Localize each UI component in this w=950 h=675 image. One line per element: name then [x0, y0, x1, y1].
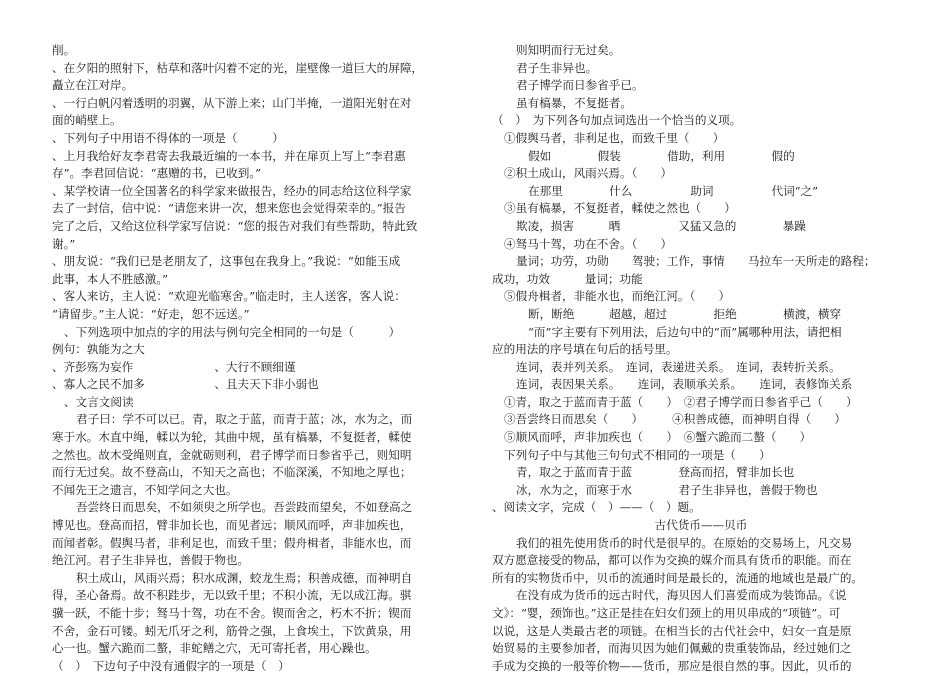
right-text-line: 下列句子中与其他三句句式不相同的一项是（ ）: [504, 447, 771, 462]
right-text-line: 以说，这是人类最古老的项链。在相当长的古代社会中，妇女一直是原: [492, 623, 852, 638]
left-text-line: 、下列句子中用语不得体的一项是（ ）: [52, 130, 284, 145]
right-text-line: 虽有槁暴，不复挺者。: [516, 95, 632, 110]
left-text-line: 、文言文阅读: [64, 394, 134, 409]
right-text-line: 所有的实物货币中，贝币的流通时间是最长的，流通的地域也是最广的。: [492, 570, 864, 585]
left-text-line: 得，圣心备焉。故不积跬步，无以致千里；不积小流，无以成江海。骐: [52, 588, 412, 603]
right-text-line: 则知明而行无过矣。: [516, 43, 621, 57]
left-text-line: 积土成山，风雨兴焉；积水成渊，蛟龙生焉；积善成德，而神明自: [76, 570, 413, 585]
right-text-line: 我们的祖先使用货币的时代是很早的。在原始的交易场上，凡交易: [516, 535, 853, 550]
left-text-line: 完了之后，又给这位科学家写信说：“您的报告对我们有些帮助，特此致: [52, 218, 418, 233]
left-text-line: 面的峭壁上。: [52, 113, 122, 128]
left-text-line: 矗立在江对岸。: [52, 78, 134, 93]
left-text-line: 、朋友说：“我们已是老朋友了，这事包在我身上。”我说：“如能玉成: [52, 254, 401, 269]
left-text-line: 、寡人之民不加多 、且夫天下非小弱也: [52, 377, 319, 392]
left-text-line: 、上月我给好友李君寄去我最近编的一本书，并在扉页上写上“李君惠: [52, 148, 406, 163]
left-text-line: 寒于水。木直中绳，輮以为轮，其曲中规，虽有槁暴，不复挺者，輮使: [52, 430, 412, 445]
right-text-line: ④驽马十驾，功在不舍。（ ）: [504, 236, 673, 251]
right-text-line: 古代货币——贝币: [654, 518, 748, 533]
right-text-line: 量词；功劳，功勋 驾驶；工作，事情 马拉车一天所走的路程；: [516, 254, 876, 269]
right-text-line: 欺凌，损害 晒 又猛又急的 暴躁: [516, 218, 806, 233]
left-text-line: 、客人来访，主人说：“欢迎光临寒舍。”临走时，主人送客，客人说：: [52, 289, 406, 304]
right-text-line: 君子生非异也。: [516, 60, 598, 75]
right-text-line: 在没有成为货币的远古时代，海贝因人们喜爱而成为装饰品。《说: [516, 588, 847, 603]
left-text-line: 不舍，金石可镂。蚓无爪牙之利，筋骨之强，上食埃土，下饮黄泉，用: [52, 623, 412, 638]
left-text-line: 此事，本人不胜感激。”: [52, 271, 169, 286]
left-text-line: 、一行白帆闪着透明的羽翼，从下游上来；山门半掩，一道阳光射在对: [52, 95, 412, 110]
left-text-line: 吾尝终日而思矣，不如须臾之所学也。吾尝跂而望矣，不如登高之: [76, 500, 413, 515]
left-text-line: （ ） 下边句子中没有通假字的一项是（ ）: [52, 658, 290, 673]
left-text-line: 君子曰：学不可以已。青，取之于蓝，而青于蓝；冰，水为之，而: [76, 412, 413, 427]
right-text-line: 手成为交换的一般等价物——货币，那应是很自然的事。因此，贝币的: [492, 658, 852, 673]
left-text-line: 存”。李君回信说：“惠赠的书，已收到。”: [52, 166, 262, 181]
right-text-line: 青，取之于蓝而青于蓝 登高而招，臂非加长也: [516, 465, 795, 480]
right-text-line: （ ） 为下列各句加点词选出一个恰当的义项。: [492, 113, 742, 128]
right-text-line: 始贸易的主要参加者，而海贝因为她们佩戴的贵重装饰品，经过她们之: [492, 641, 852, 656]
right-text-line: “而”字主要有下列用法，后边句中的“而”属哪种用法，请把相: [528, 324, 842, 339]
left-text-line: 心一也。蟹六跪而二螯，非蛇鳝之穴，无可寄托者，用心躁也。: [52, 641, 377, 656]
right-column: [492, 42, 910, 675]
left-text-line: 而闻者彰。假舆马者，非利足也，而致千里；假舟楫者，非能水也，而: [52, 535, 412, 550]
left-text-line: 之然也。故木受绳则直，金就砺则利，君子博学而日参省乎己，则知明: [52, 447, 412, 462]
left-text-line: 绝江河。君子生非异也，善假于物也。: [52, 553, 250, 568]
left-column: [52, 42, 460, 675]
left-text-line: 、下列选项中加点的字的用法与例句完全相同的一句是（ ）: [64, 324, 401, 339]
left-text-line: 骥一跃，不能十步；驽马十驾，功在不舍。锲而舍之，朽木不折；锲而: [52, 606, 412, 620]
right-text-line: ①假舆马者，非利足也，而致千里（ ）: [504, 130, 725, 145]
right-text-line: 应的用法的序号填在句后的括号里。: [492, 342, 678, 357]
left-text-line: 削。: [52, 43, 76, 57]
left-text-line: 例句：孰能为之大: [52, 342, 145, 357]
right-text-line: 在那里 什么 助词 代词“之”: [528, 183, 819, 198]
left-text-line: 博见也。登高而招，臂非加长也，而见者远；顺风而呼，声非加疾也，: [52, 518, 412, 533]
right-text-line: 冰，水为之，而寒于水 君子生非异也，善假于物也: [516, 482, 818, 497]
left-text-line: 谢。”: [52, 236, 76, 251]
left-text-line: 、某学校请一位全国著名的科学家来做报告，经办的同志给这位科学家: [52, 183, 412, 198]
right-text-line: 、阅读文字，完成（ ）——（ ）题。: [492, 500, 701, 515]
left-text-line: 不闻先王之遗言，不知学问之大也。: [52, 482, 238, 497]
right-text-line: 连词，表因果关系。 连词，表顺承关系。 连词，表修饰关系: [516, 377, 853, 392]
right-text-line: ②积土成山，风雨兴焉。（ ）: [504, 166, 673, 181]
right-text-line: ⑤顺风而呼，声非加疾也（ ） ⑥蟹六跪而二螯（ ）: [504, 430, 812, 445]
left-text-line: 、齐彭殇为妄作 、大行不顾细谨: [52, 359, 296, 374]
right-text-line: 成功，功效 量词；功能: [492, 271, 643, 286]
right-text-line: ⑤假舟楫者，非能水也，而绝江河。（ ）: [504, 289, 731, 304]
right-text-line: 连词，表并列关系。 连词，表递进关系。 连词，表转折关系。: [516, 359, 841, 374]
left-text-line: 而行无过矣。故不登高山，不知天之高也；不临深溪，不知地之厚也；: [52, 465, 412, 480]
right-text-line: 双方愿意接受的物品，都可以作为交换的媒介而具有货币的职能。而在: [492, 553, 852, 568]
right-text-line: 君子博学而日参省乎已。: [516, 78, 644, 93]
left-text-line: “请留步。”主人说：“好走，恕不远送。”: [52, 306, 250, 321]
right-text-line: 断，断绝 超越，超过 拒绝 横渡，横穿: [528, 306, 842, 321]
right-text-line: 假如 假装 借助，利用 假的: [528, 148, 795, 163]
right-text-line: ③吾尝终日而思矣（ ） ④积善成德，而神明自得（ ）: [504, 412, 847, 427]
right-text-line: 文》：“婴，颈饰也。”这正是挂在妇女们颈上的用贝串成的“项链”。可: [492, 606, 841, 620]
left-text-line: 、在夕阳的照射下，枯草和落叶闪着不定的光，崖壁像一道巨大的屏障，: [52, 60, 424, 75]
right-text-line: ①青，取之于蓝而青于蓝（ ） ②君子博学而日参省乎己（ ）: [504, 394, 858, 409]
right-text-line: ③虽有槁暴，不复挺者，輮使之然也（ ）: [504, 201, 736, 216]
left-text-line: 去了一封信，信中说：“请您来讲一次，想来您也会觉得荣幸的。”报告: [52, 201, 406, 216]
